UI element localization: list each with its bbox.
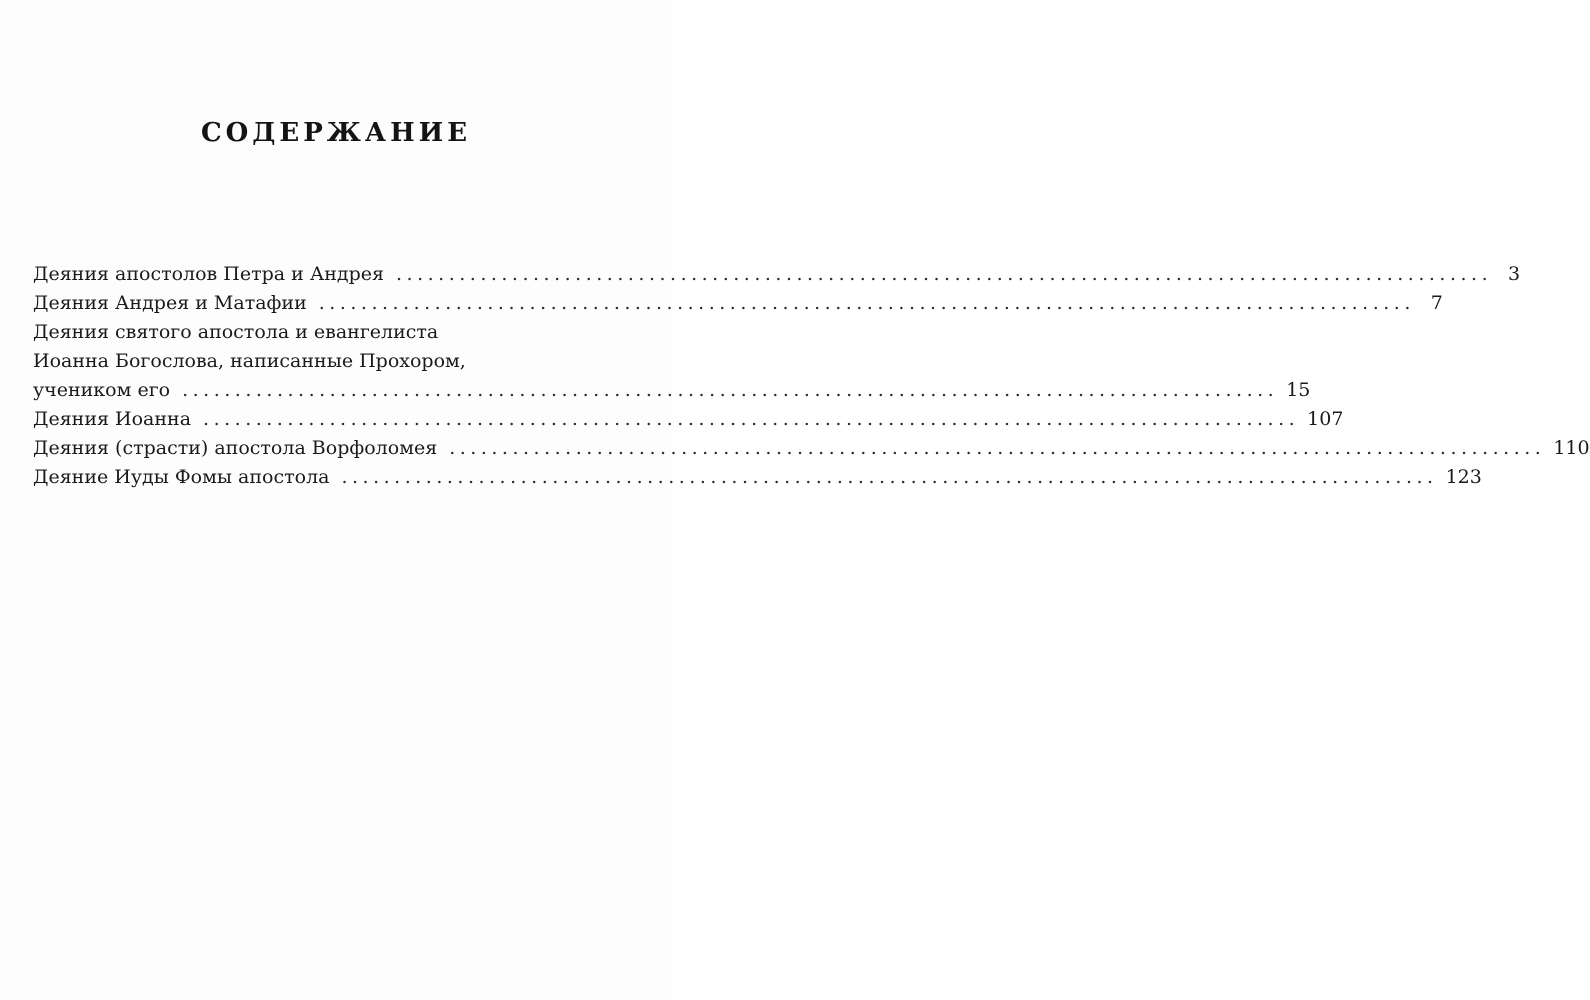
toc-entry — [33, 463, 1482, 492]
table-of-contents — [33, 260, 1590, 492]
toc-leader-dots: ........................................................................................................ — [449, 437, 1546, 459]
toc-entry-title: Деяния апостолов Петра и Андрея — [33, 263, 384, 285]
toc-page-number: 110 — [1553, 437, 1590, 459]
toc-entry-title-line: Иоанна Богослова, написанные Прохором, — [33, 350, 466, 372]
toc-leader-dots: ........................................................................................................ — [341, 466, 1438, 488]
toc-page-number: 15 — [1286, 379, 1311, 401]
toc-leader-dots: ........................................................................................................ — [203, 408, 1300, 430]
toc-page-number: 3 — [1508, 263, 1521, 285]
toc-entry — [33, 434, 1590, 463]
toc-page-number: 123 — [1445, 466, 1482, 488]
toc-entry-title-line: Деяния святого апостола и евангелиста — [33, 321, 439, 343]
toc-entry — [33, 289, 1443, 318]
toc-page-number: 107 — [1307, 408, 1344, 430]
toc-entry — [33, 318, 1311, 405]
toc-entry-title: учеником его — [33, 379, 171, 401]
toc-entry-title: Деяния (страсти) апостола Ворфоломея — [33, 437, 438, 459]
toc-leader-dots: ........................................................................................................ — [396, 263, 1493, 285]
toc-entry — [33, 405, 1344, 434]
toc-page-number: 7 — [1430, 292, 1443, 314]
page-title: СОДЕРЖАНИЕ — [200, 118, 472, 148]
toc-entry-title: Деяния Иоанна — [33, 408, 192, 430]
toc-entry — [33, 260, 1521, 289]
toc-leader-dots: ........................................................................................................ — [318, 292, 1415, 314]
toc-entry-title: Деяния Андрея и Матафии — [33, 292, 307, 314]
toc-entry-title: Деяние Иуды Фомы апостола — [33, 466, 330, 488]
toc-leader-dots: ........................................................................................................ — [182, 379, 1279, 401]
